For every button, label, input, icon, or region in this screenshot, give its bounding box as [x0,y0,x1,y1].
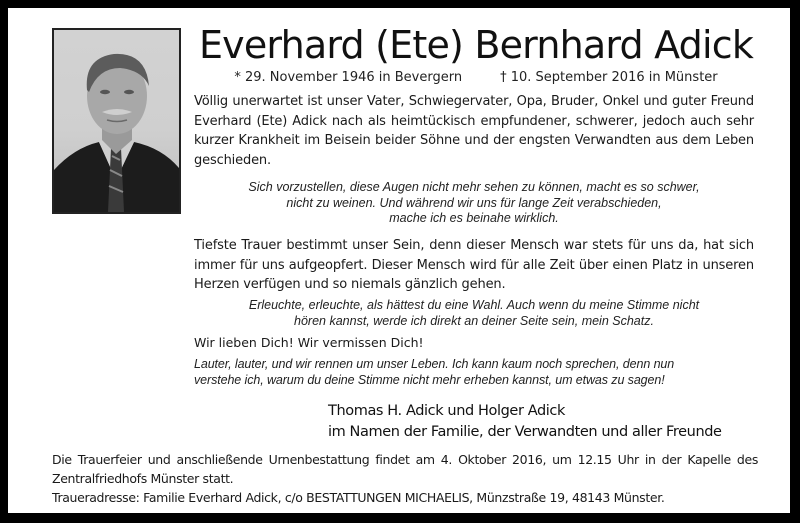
portrait-photo [52,28,181,214]
signer-behalf: im Namen der Familie, der Verwandten und aller Freunde [328,424,722,440]
quote-line: Lauter, lauter, und wir rennen um unser Leben. Ich kann kaum noch sprechen, denn nun [194,357,675,371]
signer-names: Thomas H. Adick und Holger Adick [328,403,565,419]
funeral-info [52,450,758,507]
grief-paragraph: Tiefste Trauer bestimmt unser Sein, denn dieser Mensch war stets für uns da, hat sich immer für uns aufgeopfert. Dieser Mensch wird für alle Zeit über einen Platz in unseren Herzen verfügen und so niemals gänzlich gehen. [194,238,754,292]
deceased-name: Everhard (Ete) Bernhard Adick [198,23,754,67]
quote-line: Erleuchte, erleuchte, als hättest du eine Wahl. Auch wenn du meine Stimme nicht [248,298,700,312]
poem-quote-3 [194,357,754,388]
quote-line: nicht zu weinen. Und während wir uns für lange Zeit verabschieden, [286,195,662,210]
quote-line: hören kannst, werde ich direkt an deiner Seite sein, mein Schatz. [294,313,654,328]
poem-quote-2 [194,298,754,329]
quote-line: verstehe ich, warum du deine Stimme nicht mehr erheben kannst, um etwas zu sagen! [194,372,665,387]
quote-line: mache ich es beinahe wirklich. [389,211,559,225]
life-dates [196,70,756,85]
signers [328,401,758,443]
portrait-image [54,30,179,212]
mourning-address: Traueradresse: Familie Everhard Adick, c/o BESTATTUNGEN MICHAELIS, Münzstraße 19, 48143 Münster. [52,490,665,505]
birth-date: * 29. November 1946 in Bevergern [234,70,463,85]
love-line: Wir lieben Dich! Wir vermissen Dich! [194,335,424,350]
ceremony-details: Die Trauerfeier und anschließende Urnenbestattung findet am 4. Oktober 2016, um 12.15 Uhr in der Kapelle des Zentralfriedhofs Münster statt. [52,452,758,486]
announcement-paragraph: Völlig unerwartet ist unser Vater, Schwiegervater, Opa, Bruder, Onkel und guter Freund Everhard (Ete) Adick nach als heimtückisch empfundener, schwerer, jedoch auch sehr kurzer Krankheit im Beisein beider Söhne und der engsten Verwandten aus dem Leben geschieden. [194,94,754,168]
death-date: † 10. September 2016 in Münster [500,70,718,85]
obituary-notice [8,8,790,513]
quote-line: Sich vorzustellen, diese Augen nicht mehr sehen zu können, macht es so schwer, [248,180,700,194]
poem-quote-1 [194,180,754,227]
